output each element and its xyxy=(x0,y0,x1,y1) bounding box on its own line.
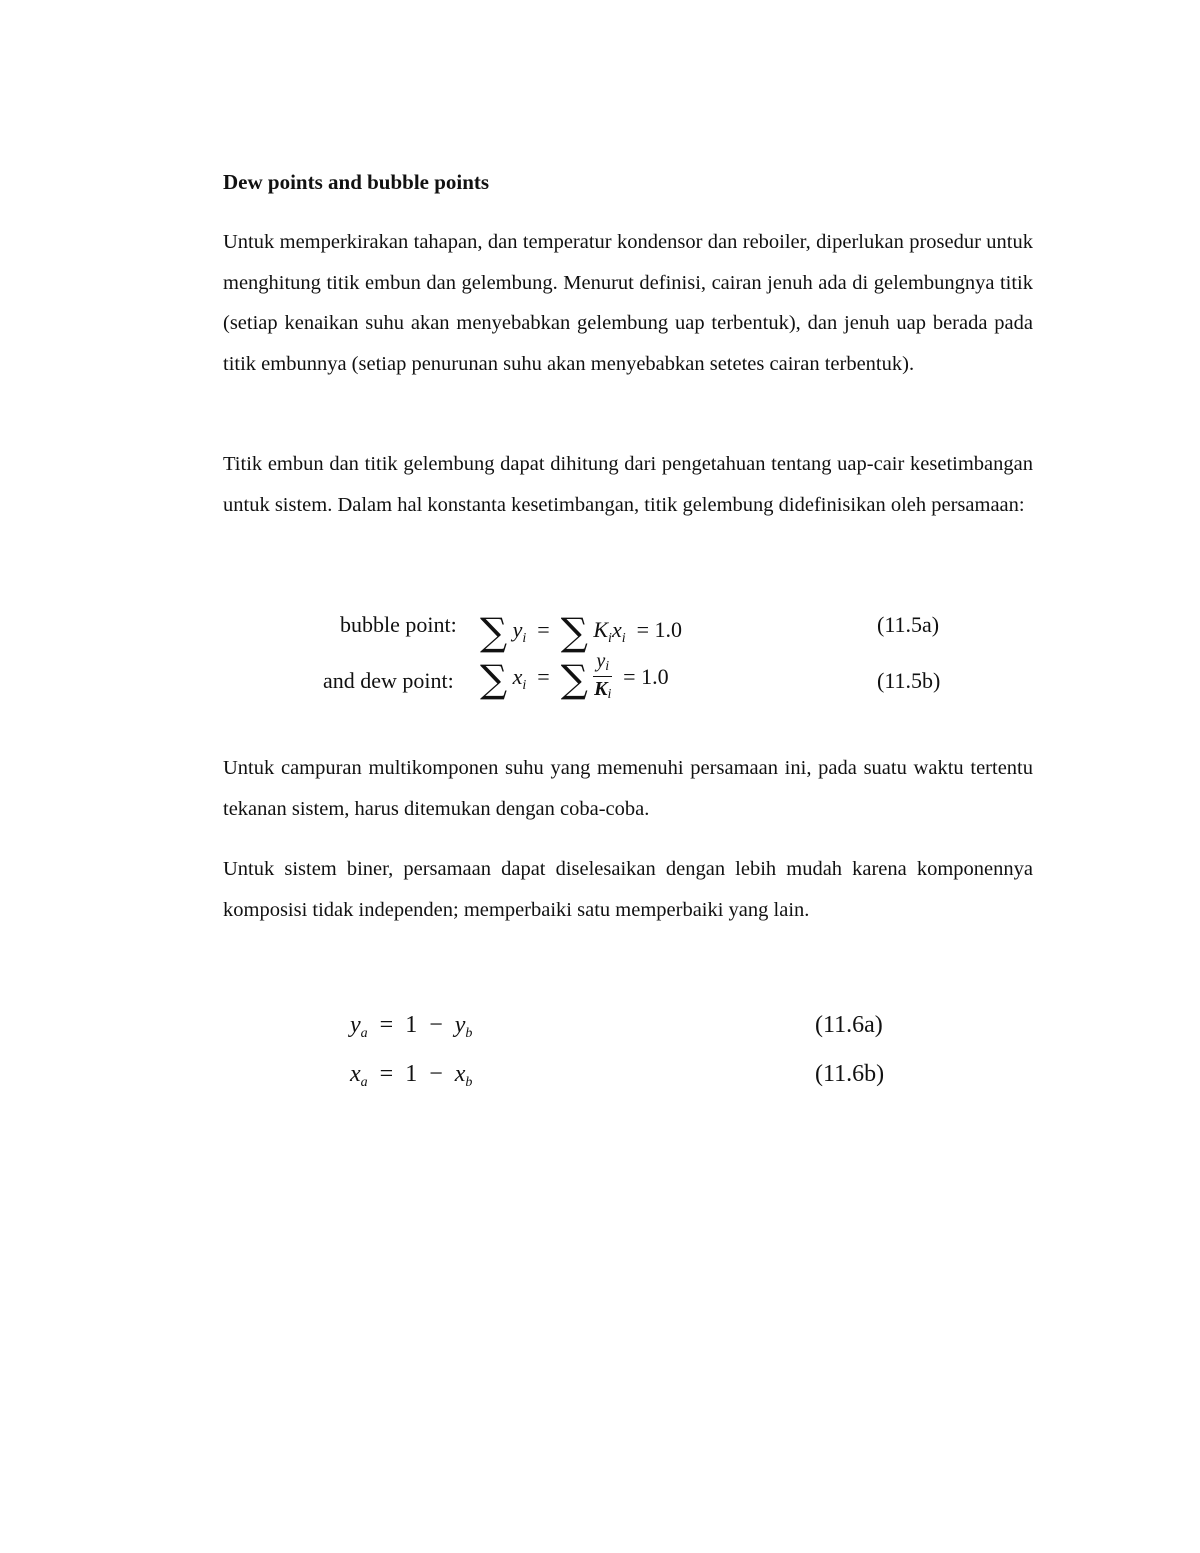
equation-number-11-6a: (11.6a) xyxy=(815,1012,883,1038)
section-heading: Dew points and bubble points xyxy=(223,170,490,194)
bubble-point-label: bubble point: xyxy=(340,612,457,637)
bubble-point-formula: ∑ $y_i$ = ∑ $K_ix_i = 1.0$ xyxy=(480,610,683,654)
equation-number-11-5a: (11.5a) xyxy=(877,612,940,637)
paragraph-intro: Untuk memperkirakan tahapan, dan temperatur kondensor dan reboiler, diperlukan prosedur untuk menghitung titik embun dan gelembung. Menurut definisi, cairan jenuh ada di gelembungnya titik (setiap kenaikan suhu akan menyebabkan gelembung uap terbentuk), dan jenuh uap berada pada titik embunnya (setiap penurunan suhu akan menyebabkan setetes cairan terbentuk). xyxy=(223,231,1033,375)
paragraph-binary: Untuk sistem biner, persamaan dapat diselesaikan dengan lebih mudah karena komponennya komposisi tidak independen; memperbaiki satu memperbaiki yang lain. xyxy=(223,858,1033,921)
dew-point-formula: ∑ $x_i$ = ∑ $\frac{yi}{Ki}$ = 1.0 xyxy=(480,650,669,703)
dew-point-label: and dew point: xyxy=(323,668,454,693)
equation-number-11-6b: (11.6b) xyxy=(815,1061,885,1087)
equation-number-11-5b: (11.5b) xyxy=(877,668,941,693)
x-a-formula: $x_a = 1 - x_b$ xyxy=(350,1061,473,1090)
paragraph-equilibrium: Titik embun dan titik gelembung dapat dihitung dari pengetahuan tentang uap-cair kesetimbangan untuk sistem. Dalam hal konstanta kesetimbangan, titik gelembung didefinisikan oleh persamaan: xyxy=(223,453,1033,516)
paragraph-multicomponent: Untuk campuran multikomponen suhu yang memenuhi persamaan ini, pada suatu waktu tertentu tekanan sistem, harus ditemukan dengan coba-coba. xyxy=(223,757,1033,820)
y-a-formula: $y_a = 1 - y_b$ xyxy=(350,1012,473,1041)
